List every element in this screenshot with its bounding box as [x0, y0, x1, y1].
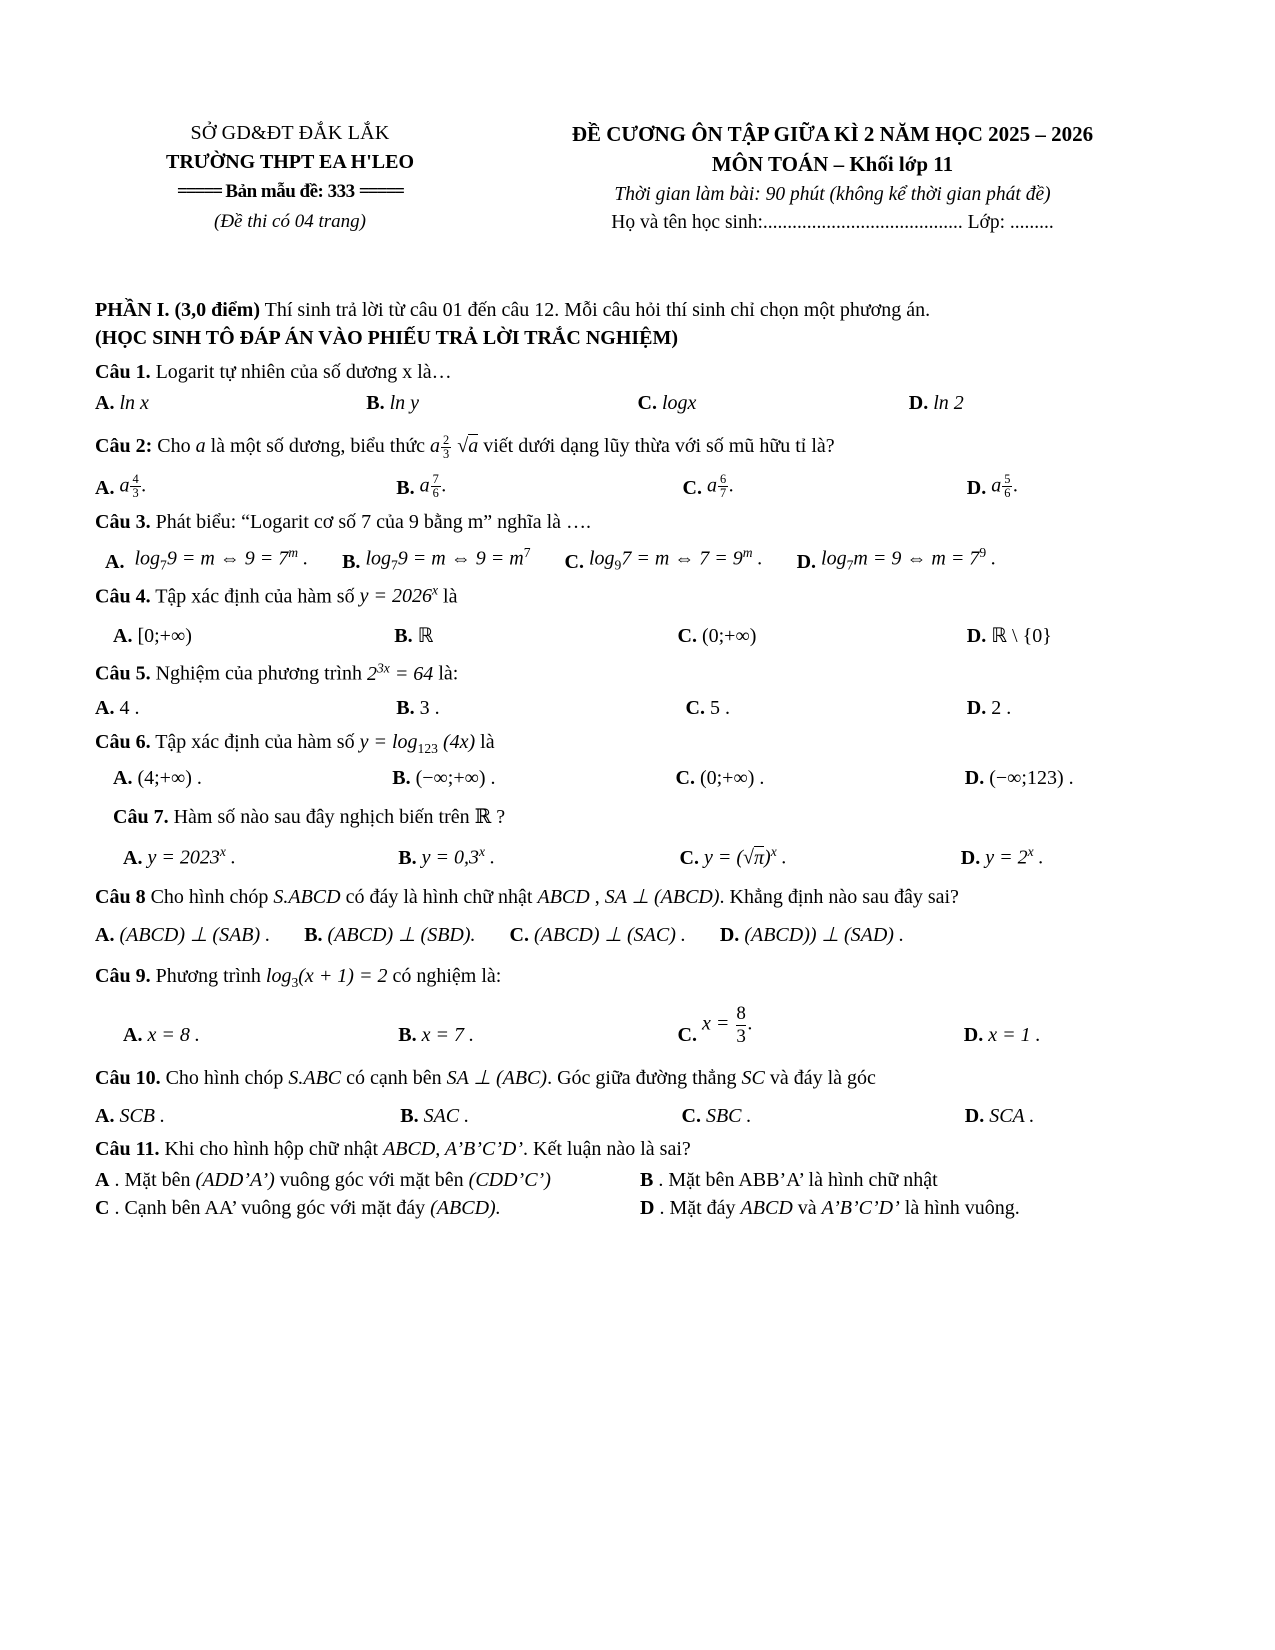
- option-8d-letter: D.: [719, 924, 740, 947]
- question-5: [95, 658, 1180, 689]
- question-3-label: Câu 3.: [95, 511, 151, 534]
- option-9b[interactable]: [366, 1024, 637, 1047]
- option-11b-letter: B: [640, 1168, 654, 1191]
- option-2c-letter: C.: [682, 477, 702, 500]
- part1-heading-bold: PHẦN I. (3,0 điểm): [95, 299, 260, 321]
- option-10d[interactable]: [909, 1105, 1180, 1128]
- option-6a[interactable]: [95, 767, 366, 790]
- question-10-line: SC: [741, 1066, 765, 1089]
- option-11a[interactable]: [95, 1169, 640, 1192]
- part1-heading: [95, 296, 1180, 325]
- option-11a-face-2: (CDD’C’): [468, 1168, 551, 1191]
- option-11c-face: (ABCD).: [430, 1196, 501, 1219]
- option-11d-text-2: và: [792, 1196, 822, 1219]
- option-3d-text: $\log_7m = 9$ ⇔ $m = 7^9$ .: [821, 545, 997, 573]
- option-5b[interactable]: [366, 697, 637, 720]
- option-7a[interactable]: [95, 844, 366, 870]
- question-6-tail: là: [475, 731, 495, 753]
- option-1a-letter: A.: [95, 392, 115, 414]
- option-9a-text: x = 8 .: [147, 1023, 200, 1046]
- question-8-text-4: . Khẳng định nào sau đây sai?: [719, 886, 959, 909]
- option-7a-letter: A.: [123, 847, 143, 870]
- option-1b[interactable]: [366, 392, 637, 415]
- option-1d-text: ln 2: [933, 392, 964, 414]
- question-9: [95, 961, 1180, 993]
- option-8a-letter: A.: [95, 924, 115, 947]
- option-5a[interactable]: [95, 697, 366, 720]
- option-6d[interactable]: [909, 767, 1180, 790]
- question-2-options: [95, 473, 1180, 500]
- option-11c-letter: C: [95, 1196, 110, 1219]
- question-3: [95, 507, 1180, 537]
- option-11d-base-1: ABCD: [740, 1196, 793, 1219]
- option-6a-text: (4;+∞) .: [137, 767, 202, 790]
- question-8: [95, 882, 1180, 912]
- option-7b-text: $y = 0,3^x$ .: [421, 844, 496, 870]
- option-10c-text: SBC .: [705, 1104, 752, 1127]
- question-1-text: Logarit tự nhiên của số dương x là…: [150, 361, 452, 383]
- header-right-block: [485, 120, 1180, 234]
- option-10c-letter: C.: [681, 1104, 701, 1127]
- question-6-text: Tập xác định của hàm số: [150, 731, 360, 753]
- option-8c[interactable]: [510, 922, 686, 947]
- option-2a-text: a $\frac{4}{3}$ .: [119, 472, 147, 501]
- option-11a-text-1: . Mặt bên: [114, 1168, 196, 1191]
- option-8b-text: (ABCD) ⊥ (SBD).: [327, 924, 476, 947]
- option-6c-text: (0;+∞) .: [699, 767, 765, 790]
- option-11a-face-1: (ADD’A’): [195, 1168, 275, 1191]
- question-10-label: Câu 10.: [95, 1066, 161, 1089]
- option-5d-text: 2 .: [991, 697, 1012, 719]
- question-10: [95, 1063, 1180, 1093]
- option-9c-text: x = $\frac{8}{3}$ .: [701, 1003, 753, 1047]
- question-2-label: Câu 2:: [95, 435, 153, 457]
- option-9b-letter: B.: [398, 1023, 417, 1046]
- question-9-text: Phương trình: [150, 965, 266, 988]
- option-4d-text: ℝ \ {0}: [991, 625, 1052, 648]
- question-9-tail: có nghiệm là:: [387, 965, 502, 988]
- option-9d-letter: D.: [963, 1023, 984, 1046]
- option-4a-letter: A.: [113, 625, 133, 648]
- question-7-label: Câu 7.: [113, 806, 169, 829]
- option-4b[interactable]: [366, 623, 637, 648]
- question-11-label: Câu 11.: [95, 1137, 160, 1160]
- option-5c-text: 5 .: [709, 697, 730, 719]
- question-9-options: [95, 1003, 1180, 1047]
- question-10-perp: SA ⊥ (ABC): [446, 1066, 548, 1089]
- question-11-text-2: . Kết luận nào là sai?: [523, 1137, 691, 1160]
- option-11d[interactable]: [640, 1197, 1020, 1220]
- question-2-var-a: a: [195, 435, 206, 457]
- question-6-func: $y = \log_{123} (4x)$: [359, 731, 476, 756]
- option-6a-letter: A.: [113, 767, 133, 790]
- question-11-options-row1: [95, 1169, 1180, 1192]
- option-11b[interactable]: [640, 1169, 938, 1192]
- question-4-tail: là: [438, 585, 458, 608]
- question-2-text-2: là một số dương, biểu thức: [205, 435, 431, 457]
- option-11c[interactable]: [95, 1197, 640, 1220]
- option-10a-text: SCB .: [119, 1104, 166, 1127]
- page-count-note: (Đề thi có 04 trang): [214, 211, 366, 232]
- question-4-options: [95, 623, 1180, 648]
- option-3b-letter: B.: [342, 550, 361, 573]
- option-9c[interactable]: [638, 1003, 909, 1047]
- option-10d-text: SCA .: [989, 1104, 1035, 1127]
- option-4d[interactable]: [909, 623, 1180, 648]
- question-8-text-3: ,: [589, 886, 605, 909]
- option-4a[interactable]: [95, 625, 366, 648]
- option-7b-letter: B.: [398, 847, 417, 870]
- option-8a-text: (ABCD) ⊥ (SAB) .: [119, 924, 271, 947]
- question-6-label: Câu 6.: [95, 731, 151, 753]
- option-5a-text: 4 .: [119, 697, 140, 719]
- option-5b-text: 3 .: [419, 697, 440, 719]
- question-8-base: ABCD: [537, 886, 590, 909]
- option-1b-text: ln y: [389, 392, 420, 414]
- option-1c[interactable]: [638, 392, 909, 415]
- option-4c[interactable]: [638, 625, 909, 648]
- question-6-options: [95, 767, 1180, 790]
- option-9c-letter: C.: [677, 1023, 697, 1046]
- option-2d[interactable]: [909, 473, 1180, 500]
- option-3c-text: $\log_97 = m$ ⇔ $7 = 9^m$ .: [588, 545, 763, 573]
- question-10-text-3: . Góc giữa đường thẳng: [547, 1066, 742, 1089]
- option-4c-text: (0;+∞): [701, 625, 757, 648]
- question-4-text: Tập xác định của hàm số: [150, 585, 360, 608]
- option-3b-text: $\log_79 = m$ ⇔ $9 = m^7$: [365, 545, 531, 573]
- option-11d-text-1: . Mặt đáy: [659, 1196, 741, 1219]
- option-1a-text: ln x: [119, 392, 149, 414]
- part1-caps-note: (HỌC SINH TÔ ĐÁP ÁN VÀO PHIẾU TRẢ LỜI TRẮC NGHIỆM): [95, 327, 679, 349]
- school-department: SỞ GD&ĐT ĐẮK LẮK: [190, 122, 390, 144]
- header-left-block: [95, 120, 485, 233]
- question-8-perp: SA ⊥ (ABCD): [604, 886, 720, 909]
- question-2-text-1: Cho: [152, 435, 196, 457]
- option-1c-text: logx: [661, 392, 697, 414]
- option-10c[interactable]: [638, 1105, 909, 1128]
- option-2d-text: a $\frac{5}{6}$ .: [991, 472, 1019, 501]
- question-10-text-4: và đáy là góc: [764, 1066, 876, 1089]
- option-7c[interactable]: [638, 844, 909, 870]
- option-6c[interactable]: [638, 767, 909, 790]
- option-3d[interactable]: [797, 545, 997, 574]
- question-5-label: Câu 5.: [95, 663, 151, 685]
- option-8c-text: (ABCD) ⊥ (SAC) .: [533, 924, 686, 947]
- option-1d-letter: D.: [908, 392, 929, 414]
- question-5-tail: là:: [433, 663, 459, 685]
- option-7c-text: $y = (√\pi)^x$ .: [703, 844, 787, 870]
- question-8-options: [95, 922, 1180, 947]
- option-5a-letter: A.: [95, 697, 115, 719]
- option-3a-text: $\log_79 = m$ ⇔ $9 = 7^m$ .: [129, 545, 309, 573]
- question-5-options: [95, 697, 1180, 720]
- question-1-label: Câu 1.: [95, 361, 151, 383]
- question-4-func: $y = 2026^x$: [359, 582, 439, 608]
- option-8b[interactable]: [304, 922, 475, 947]
- option-7d[interactable]: [909, 844, 1180, 870]
- option-1c-letter: C.: [637, 392, 657, 414]
- option-5c[interactable]: [638, 697, 909, 720]
- option-7c-letter: C.: [679, 847, 699, 870]
- option-3d-letter: D.: [796, 550, 817, 573]
- question-2: [95, 431, 1180, 461]
- option-10b[interactable]: [366, 1105, 637, 1128]
- student-name-line: Họ và tên học sinh:......................................... Lớp: .........: [611, 212, 1054, 233]
- option-2b-letter: B.: [396, 477, 415, 500]
- question-2-expr: a $\frac{2}{3}$ √a: [430, 432, 479, 461]
- option-3c-letter: C.: [564, 550, 584, 573]
- option-2a[interactable]: [95, 473, 366, 500]
- option-8d-text: (ABCD)) ⊥ (SAD) .: [744, 924, 904, 947]
- option-9a-letter: A.: [123, 1023, 143, 1046]
- option-11d-letter: D: [640, 1196, 655, 1219]
- exam-code-label: Bản mẫu đề: 333: [225, 181, 355, 202]
- option-8a[interactable]: [95, 922, 270, 947]
- option-8b-letter: B.: [304, 924, 323, 947]
- question-10-options: [95, 1105, 1180, 1128]
- question-11-options-row2: [95, 1197, 1180, 1220]
- option-3b[interactable]: [342, 545, 530, 574]
- option-5d[interactable]: [909, 697, 1180, 720]
- option-4d-letter: D.: [966, 625, 987, 648]
- question-7-text: Hàm số nào sau đây nghịch biến trên ℝ ?: [168, 806, 506, 829]
- option-7d-text: $y = 2^x$ .: [985, 844, 1044, 870]
- option-9d-text: x = 1 .: [988, 1023, 1041, 1046]
- option-11a-text-2: vuông góc với mặt bên: [274, 1168, 469, 1191]
- question-3-text: Phát biểu: “Logarit cơ số 7 của 9 bằng m” nghĩa là ….: [150, 511, 592, 534]
- question-4-label: Câu 4.: [95, 585, 151, 608]
- school-name: TRƯỜNG THPT EA H'LEO: [165, 151, 415, 173]
- option-5b-letter: B.: [396, 697, 415, 719]
- option-7b[interactable]: [366, 844, 637, 870]
- option-9a[interactable]: [95, 1024, 366, 1047]
- question-9-equation: $\log_3(x + 1) = 2$: [265, 965, 388, 991]
- question-10-solid: S.ABC: [288, 1066, 342, 1089]
- question-8-solid: S.ABCD: [273, 886, 341, 909]
- exam-title: ĐỀ CƯƠNG ÔN TẬP GIỮA KÌ 2 NĂM HỌC 2025 – 2026: [571, 122, 1094, 146]
- option-7d-letter: D.: [960, 847, 981, 870]
- option-4b-text: ℝ: [417, 625, 434, 648]
- option-10b-letter: B.: [400, 1104, 419, 1127]
- option-11c-text: . Cạnh bên AA’ vuông góc với mặt đáy: [114, 1196, 431, 1219]
- equals-decor-right: =====: [358, 181, 403, 202]
- option-2d-letter: D.: [966, 477, 987, 500]
- option-6d-letter: D.: [964, 767, 985, 790]
- option-8d[interactable]: [720, 922, 904, 947]
- question-7: [95, 802, 1180, 832]
- option-2b-text: a $\frac{7}{6}$ .: [419, 472, 447, 501]
- question-3-options: [95, 545, 1180, 574]
- question-5-equation: $2^{3x} = 64$: [366, 660, 434, 685]
- question-9-label: Câu 9.: [95, 965, 151, 988]
- question-5-text: Nghiệm của phương trình: [150, 663, 367, 685]
- option-10b-text: SAC .: [423, 1104, 470, 1127]
- option-4a-text: [0;+∞): [137, 625, 192, 648]
- option-2c-text: a $\frac{6}{7}$ .: [706, 472, 735, 501]
- option-5d-letter: D.: [966, 697, 987, 719]
- document-header: [95, 120, 1180, 234]
- option-3a-letter: A.: [105, 550, 125, 573]
- exam-duration: Thời gian làm bài: 90 phút (không kể thời gian phát đề): [614, 184, 1051, 205]
- question-10-text-1: Cho hình chóp: [160, 1066, 289, 1089]
- question-10-text-2: có cạnh bên: [341, 1066, 447, 1089]
- question-11-box: ABCD, A’B’C’D’: [383, 1137, 524, 1160]
- option-2a-letter: A.: [95, 477, 115, 500]
- option-1b-letter: B.: [366, 392, 385, 414]
- option-6b[interactable]: [366, 767, 637, 790]
- option-6c-letter: C.: [675, 767, 695, 790]
- option-7a-text: $y = 2023^x$ .: [147, 844, 236, 870]
- option-11d-base-2: A’B’C’D’: [821, 1196, 900, 1219]
- question-8-text-2: có đáy là hình chữ nhật: [340, 886, 538, 909]
- option-11b-text: . Mặt bên ABB’A’ là hình chữ nhật: [658, 1168, 938, 1191]
- option-4b-letter: B.: [394, 625, 413, 648]
- option-6b-letter: B.: [392, 767, 411, 790]
- option-1a[interactable]: [95, 392, 366, 415]
- option-11d-text-3: là hình vuông.: [899, 1196, 1020, 1219]
- question-6: [95, 727, 1180, 759]
- question-4: [95, 581, 1180, 612]
- option-9b-text: x = 7 .: [421, 1023, 474, 1046]
- question-2-text-3: viết dưới dạng lũy thừa với số mũ hữu tỉ là?: [478, 435, 835, 457]
- option-6b-text: (−∞;+∞) .: [415, 767, 496, 790]
- option-1d[interactable]: [909, 392, 1180, 415]
- option-3c[interactable]: [565, 545, 763, 574]
- question-7-options: [95, 844, 1180, 870]
- question-1: [95, 357, 1180, 387]
- exam-subject: MÔN TOÁN – Khối lớp 11: [711, 152, 954, 176]
- option-10d-letter: D.: [964, 1104, 985, 1127]
- question-11: [95, 1134, 1180, 1164]
- question-11-text: Khi cho hình hộp chữ nhật: [159, 1137, 384, 1160]
- part1-heading-rest: Thí sinh trả lời từ câu 01 đến câu 12. Mỗi câu hỏi thí sinh chỉ chọn một phương án.: [259, 299, 931, 321]
- option-10a[interactable]: [95, 1105, 366, 1128]
- question-1-options: [95, 392, 1180, 415]
- option-9d[interactable]: [909, 1024, 1180, 1047]
- equals-decor-left: =====: [177, 181, 222, 202]
- exam-code-line: [95, 181, 485, 203]
- option-6d-text: (−∞;123) .: [989, 767, 1074, 790]
- option-10a-letter: A.: [95, 1104, 115, 1127]
- option-4c-letter: C.: [677, 625, 697, 648]
- option-2c[interactable]: [638, 473, 909, 500]
- option-3a[interactable]: [105, 545, 308, 574]
- option-8c-letter: C.: [509, 924, 529, 947]
- question-8-text-1: Cho hình chóp: [145, 886, 274, 909]
- option-2b[interactable]: [366, 473, 637, 500]
- option-5c-letter: C.: [685, 697, 705, 719]
- option-11a-letter: A: [95, 1168, 110, 1191]
- question-8-label: Câu 8: [95, 886, 146, 909]
